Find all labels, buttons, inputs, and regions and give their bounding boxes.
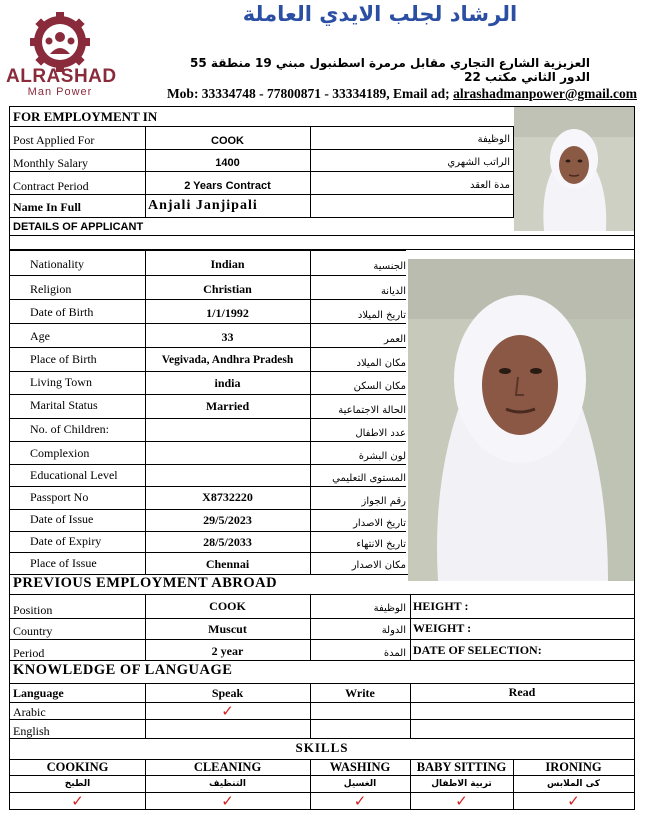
skill-baby-sitting: BABY SITTING xyxy=(416,760,507,774)
nationality-label-ar: الجنسية xyxy=(373,261,406,272)
skill-washing-ar: الغسيل xyxy=(343,779,377,789)
salary-value: 1400 xyxy=(215,157,240,169)
skill-cooking-ar: الطبخ xyxy=(64,779,91,789)
applicant-photo-small xyxy=(514,107,634,231)
language-heading: KNOWLEDGE OF LANGUAGE xyxy=(13,662,233,678)
passport-label-ar: رقم الجواز xyxy=(361,496,406,507)
write-col-header: Write xyxy=(345,686,375,700)
cooking-check-icon: ✓ xyxy=(71,792,84,810)
children-label: No. of Children: xyxy=(30,422,109,436)
prev-position-value: COOK xyxy=(209,599,246,613)
language-english: English xyxy=(13,724,50,738)
religion-value: Christian xyxy=(203,282,252,296)
prev-country-value: Muscut xyxy=(208,622,247,636)
speak-col-header: Speak xyxy=(211,686,244,700)
selection-date-label: DATE OF SELECTION: xyxy=(413,643,542,657)
application-form xyxy=(9,106,635,810)
name-value: Anjali Janjipali xyxy=(148,198,258,213)
cleaning-check-icon: ✓ xyxy=(221,792,234,810)
passport-label: Passport No xyxy=(30,490,89,504)
company-title: الرشاد لجلب الايدي العاملة xyxy=(242,2,518,26)
skill-cleaning: CLEANING xyxy=(193,760,262,774)
complexion-label: Complexion xyxy=(30,446,90,460)
contract-label: Contract Period xyxy=(13,179,89,193)
age-label: Age xyxy=(30,329,50,343)
age-value: 33 xyxy=(221,330,234,344)
passport-value: X8732220 xyxy=(202,490,253,504)
children-label-ar: عدد الاطفال xyxy=(355,428,406,439)
language-col-header: Language xyxy=(13,686,64,700)
prev-period-label: Period xyxy=(13,646,45,660)
skill-washing: WASHING xyxy=(329,760,391,774)
issue-date-label: Date of Issue xyxy=(30,512,94,526)
religion-label-ar: الديانة xyxy=(380,286,406,297)
dob-label: Date of Birth xyxy=(30,305,94,319)
issue-place-value: Chennai xyxy=(205,557,250,571)
age-label-ar: العمر xyxy=(384,334,406,345)
pob-value: Vegivada, Andhra Pradesh xyxy=(161,354,294,366)
marital-label: Marital Status xyxy=(30,398,98,412)
post-value: COOK xyxy=(211,135,244,147)
prev-position-label: Position xyxy=(13,603,53,617)
religion-label: Religion xyxy=(30,282,72,296)
skill-cooking: COOKING xyxy=(46,760,109,774)
name-label: Name In Full xyxy=(13,200,82,214)
contract-value: 2 Years Contract xyxy=(184,180,271,192)
complexion-label-ar: لون البشرة xyxy=(358,451,406,462)
read-col-header: Read xyxy=(508,685,536,699)
previous-heading: PREVIOUS EMPLOYMENT ABROAD xyxy=(13,575,278,591)
living-town-value: india xyxy=(214,376,241,390)
prev-position-label-ar: الوظيفة xyxy=(373,603,406,614)
prev-period-label-ar: المدة xyxy=(383,648,406,659)
issue-date-label-ar: تاريخ الاصدار xyxy=(353,518,406,529)
education-label-ar: المستوى التعليمي xyxy=(332,473,406,484)
pob-label: Place of Birth xyxy=(30,352,97,366)
expiry-date-label: Date of Expiry xyxy=(30,534,102,548)
issue-place-label-ar: مكان الاصدار xyxy=(351,560,406,571)
employment-heading: FOR EMPLOYMENT IN xyxy=(13,109,158,124)
education-label: Educational Level xyxy=(30,468,118,482)
contract-label-ar: مدة العقد xyxy=(470,180,510,191)
applicant-heading: DETAILS OF APPLICANT xyxy=(13,221,144,233)
dob-value: 1/1/1992 xyxy=(206,306,249,320)
post-label: Post Applied For xyxy=(13,133,95,147)
contact-line xyxy=(122,86,637,102)
nationality-label: Nationality xyxy=(30,257,84,271)
logo-text: ALRASHAD xyxy=(6,66,117,87)
baby-sitting-check-icon: ✓ xyxy=(455,792,468,810)
living-town-label-ar: مكان السكن xyxy=(353,381,406,392)
height-label: HEIGHT : xyxy=(413,599,469,613)
expiry-date-label-ar: تاريخ الانتهاء xyxy=(356,539,406,550)
marital-value: Married xyxy=(205,399,250,413)
issue-place-label: Place of Issue xyxy=(30,556,97,570)
prev-country-label-ar: الدولة xyxy=(381,625,406,636)
issue-date-value: 29/5/2023 xyxy=(203,513,252,527)
language-arabic: Arabic xyxy=(13,705,46,719)
arabic-speak-check-icon: ✓ xyxy=(221,702,234,720)
salary-label: Monthly Salary xyxy=(13,156,88,170)
skills-heading: SKILLS xyxy=(295,740,349,755)
skill-ironing: IRONING xyxy=(545,760,602,774)
marital-label-ar: الحالة الاجتماعية xyxy=(338,405,406,416)
salary-label-ar: الراتب الشهري xyxy=(447,157,510,168)
contact-email[interactable]: alrashadmanpower@gmail.com xyxy=(453,86,637,101)
nationality-value: Indian xyxy=(210,257,245,271)
skill-ironing-ar: كى الملابس xyxy=(547,779,600,789)
dob-label-ar: تاريخ الميلاد xyxy=(357,310,406,321)
prev-period-value: 2 year xyxy=(211,644,244,658)
logo-subtext: Man Power xyxy=(27,86,93,98)
ironing-check-icon: ✓ xyxy=(567,792,580,810)
company-address: العزيزية الشارع التجاري مقابل مرمرة اسطنبول مبني 19 منطقة 55 الدور الثاني مكتب 22 xyxy=(190,56,590,84)
living-town-label: Living Town xyxy=(30,375,92,389)
skill-cleaning-ar: التنظيف xyxy=(209,779,246,789)
washing-check-icon: ✓ xyxy=(353,792,367,810)
pob-label-ar: مكان الميلاد xyxy=(356,358,406,369)
prev-country-label: Country xyxy=(13,624,53,638)
weight-label: WEIGHT : xyxy=(413,621,472,635)
post-label-ar: الوظيفة xyxy=(477,134,510,145)
skill-baby-sitting-ar: تربية الاطفال xyxy=(431,779,492,789)
expiry-date-value: 28/5/2033 xyxy=(203,535,252,549)
applicant-photo-large xyxy=(408,259,634,581)
contact-phones: Mob: 33334748 - 77800871 - 33334189, Email ad; xyxy=(166,86,454,101)
